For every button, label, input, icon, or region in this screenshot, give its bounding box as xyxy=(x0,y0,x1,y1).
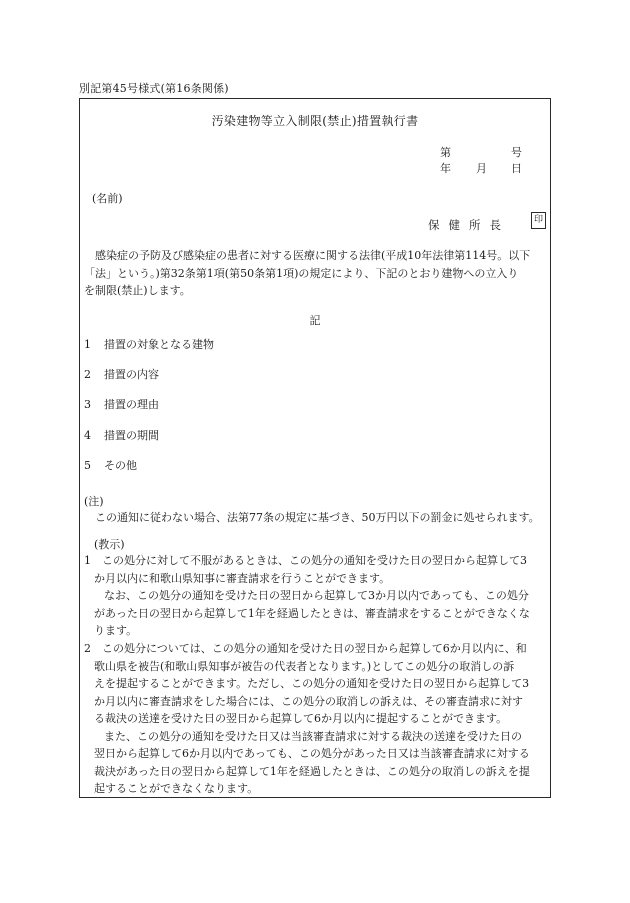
intro-line-2: 「法」という。)第32条第1項(第50条第1項)の規定により、下記のとおり建物への立入り xyxy=(84,266,519,280)
notice-frame xyxy=(79,98,551,798)
seal-mark: 印 xyxy=(531,212,546,229)
teaching-line: えを提起することができます。ただし、この処分の通知を受けた日の翌日から起算して3 xyxy=(94,677,530,690)
teaching-line: 裁決があった日の翌日から起算して1年を経過したときは、この処分の取消しの訴えを提 xyxy=(94,764,530,778)
item-number: 2 xyxy=(84,368,91,381)
item-label: 措置の期間 xyxy=(104,429,159,442)
item-number: 4 xyxy=(84,429,91,442)
teaching-line: なお、この処分の通知を受けた日の翌日から起算して3か月以内であっても、この処分 xyxy=(104,589,529,602)
teaching-heading: (教示) xyxy=(94,538,125,551)
note-body: この通知に従わない場合、法第77条の規定に基づき、50万円以下の罰金に処せられます。 xyxy=(95,511,540,524)
teaching-line: か月以内に審査請求をした場合には、この処分の取消しの訴えは、その審査請求に対す xyxy=(94,694,523,708)
teaching-line: る裁決の送達を受けた日の翌日から起算して6か月以内に提起することができます。 xyxy=(94,712,508,725)
teaching-line: 翌日から起算して6か月以内であっても、この処分があった日又は当該審査請求に対する xyxy=(94,747,530,760)
recipient-name: (名前) xyxy=(92,192,123,205)
document-title: 汚染建物等立入制限(禁止)措置執行書 xyxy=(211,114,419,128)
item-label: 措置の理由 xyxy=(104,398,159,411)
item-target-building xyxy=(84,336,214,352)
date-month-label: 月 xyxy=(476,162,487,175)
date-year-label: 年 xyxy=(440,162,451,175)
item-number: 1 xyxy=(84,338,91,351)
teaching-line: 起することができなくなります。 xyxy=(94,782,259,795)
issuer-title: 保健所長 xyxy=(428,218,510,232)
teaching-paragraph-1 xyxy=(84,552,548,640)
item-measure-period xyxy=(84,427,159,443)
teaching-line: があった日の翌日から起算して1年を経過したときは、審査請求をすることができなくな xyxy=(94,606,530,620)
teaching-line: か月以内に和歌山県知事に審査請求を行うことができます。 xyxy=(94,571,391,585)
issue-number-suffix: 号 xyxy=(511,146,522,159)
item-label: 措置の対象となる建物 xyxy=(104,338,214,351)
ki-heading: 記 xyxy=(309,314,321,327)
teaching-line: 歌山県を被告(和歌山県知事が被告の代表者となります。)としてこの処分の取消しの訴 xyxy=(94,659,515,673)
date-day-label: 日 xyxy=(511,162,522,175)
item-measure-reason xyxy=(84,396,159,412)
teaching-line: 2 この処分については、この処分の通知を受けた日の翌日から起算して6か月以内に、和 xyxy=(84,642,527,655)
note-heading: (注) xyxy=(84,495,104,508)
intro-line-1: 感染症の予防及び感染症の患者に対する医療に関する法律(平成10年法律第114号。以下 xyxy=(95,249,531,262)
teaching-paragraph-2 xyxy=(84,640,548,798)
teaching-line: ります。 xyxy=(94,624,138,637)
item-number: 3 xyxy=(84,398,91,411)
item-number: 5 xyxy=(84,459,91,472)
item-measure-content xyxy=(84,366,159,382)
intro-line-3: を制限(禁止)します。 xyxy=(84,284,191,297)
item-label: その他 xyxy=(104,459,137,472)
teaching-line: 1 この処分に対して不服があるときは、この処分の通知を受けた日の翌日から起算して3 xyxy=(84,554,527,567)
item-other xyxy=(84,457,137,473)
intro-paragraph xyxy=(84,247,548,300)
issue-number-prefix: 第 xyxy=(440,146,451,159)
teaching-line: また、この処分の通知を受けた日又は当該審査請求に対する裁決の送達を受けた日の xyxy=(104,729,522,743)
item-label: 措置の内容 xyxy=(104,368,159,381)
form-label: 別記第45号様式(第16条関係) xyxy=(79,82,229,95)
